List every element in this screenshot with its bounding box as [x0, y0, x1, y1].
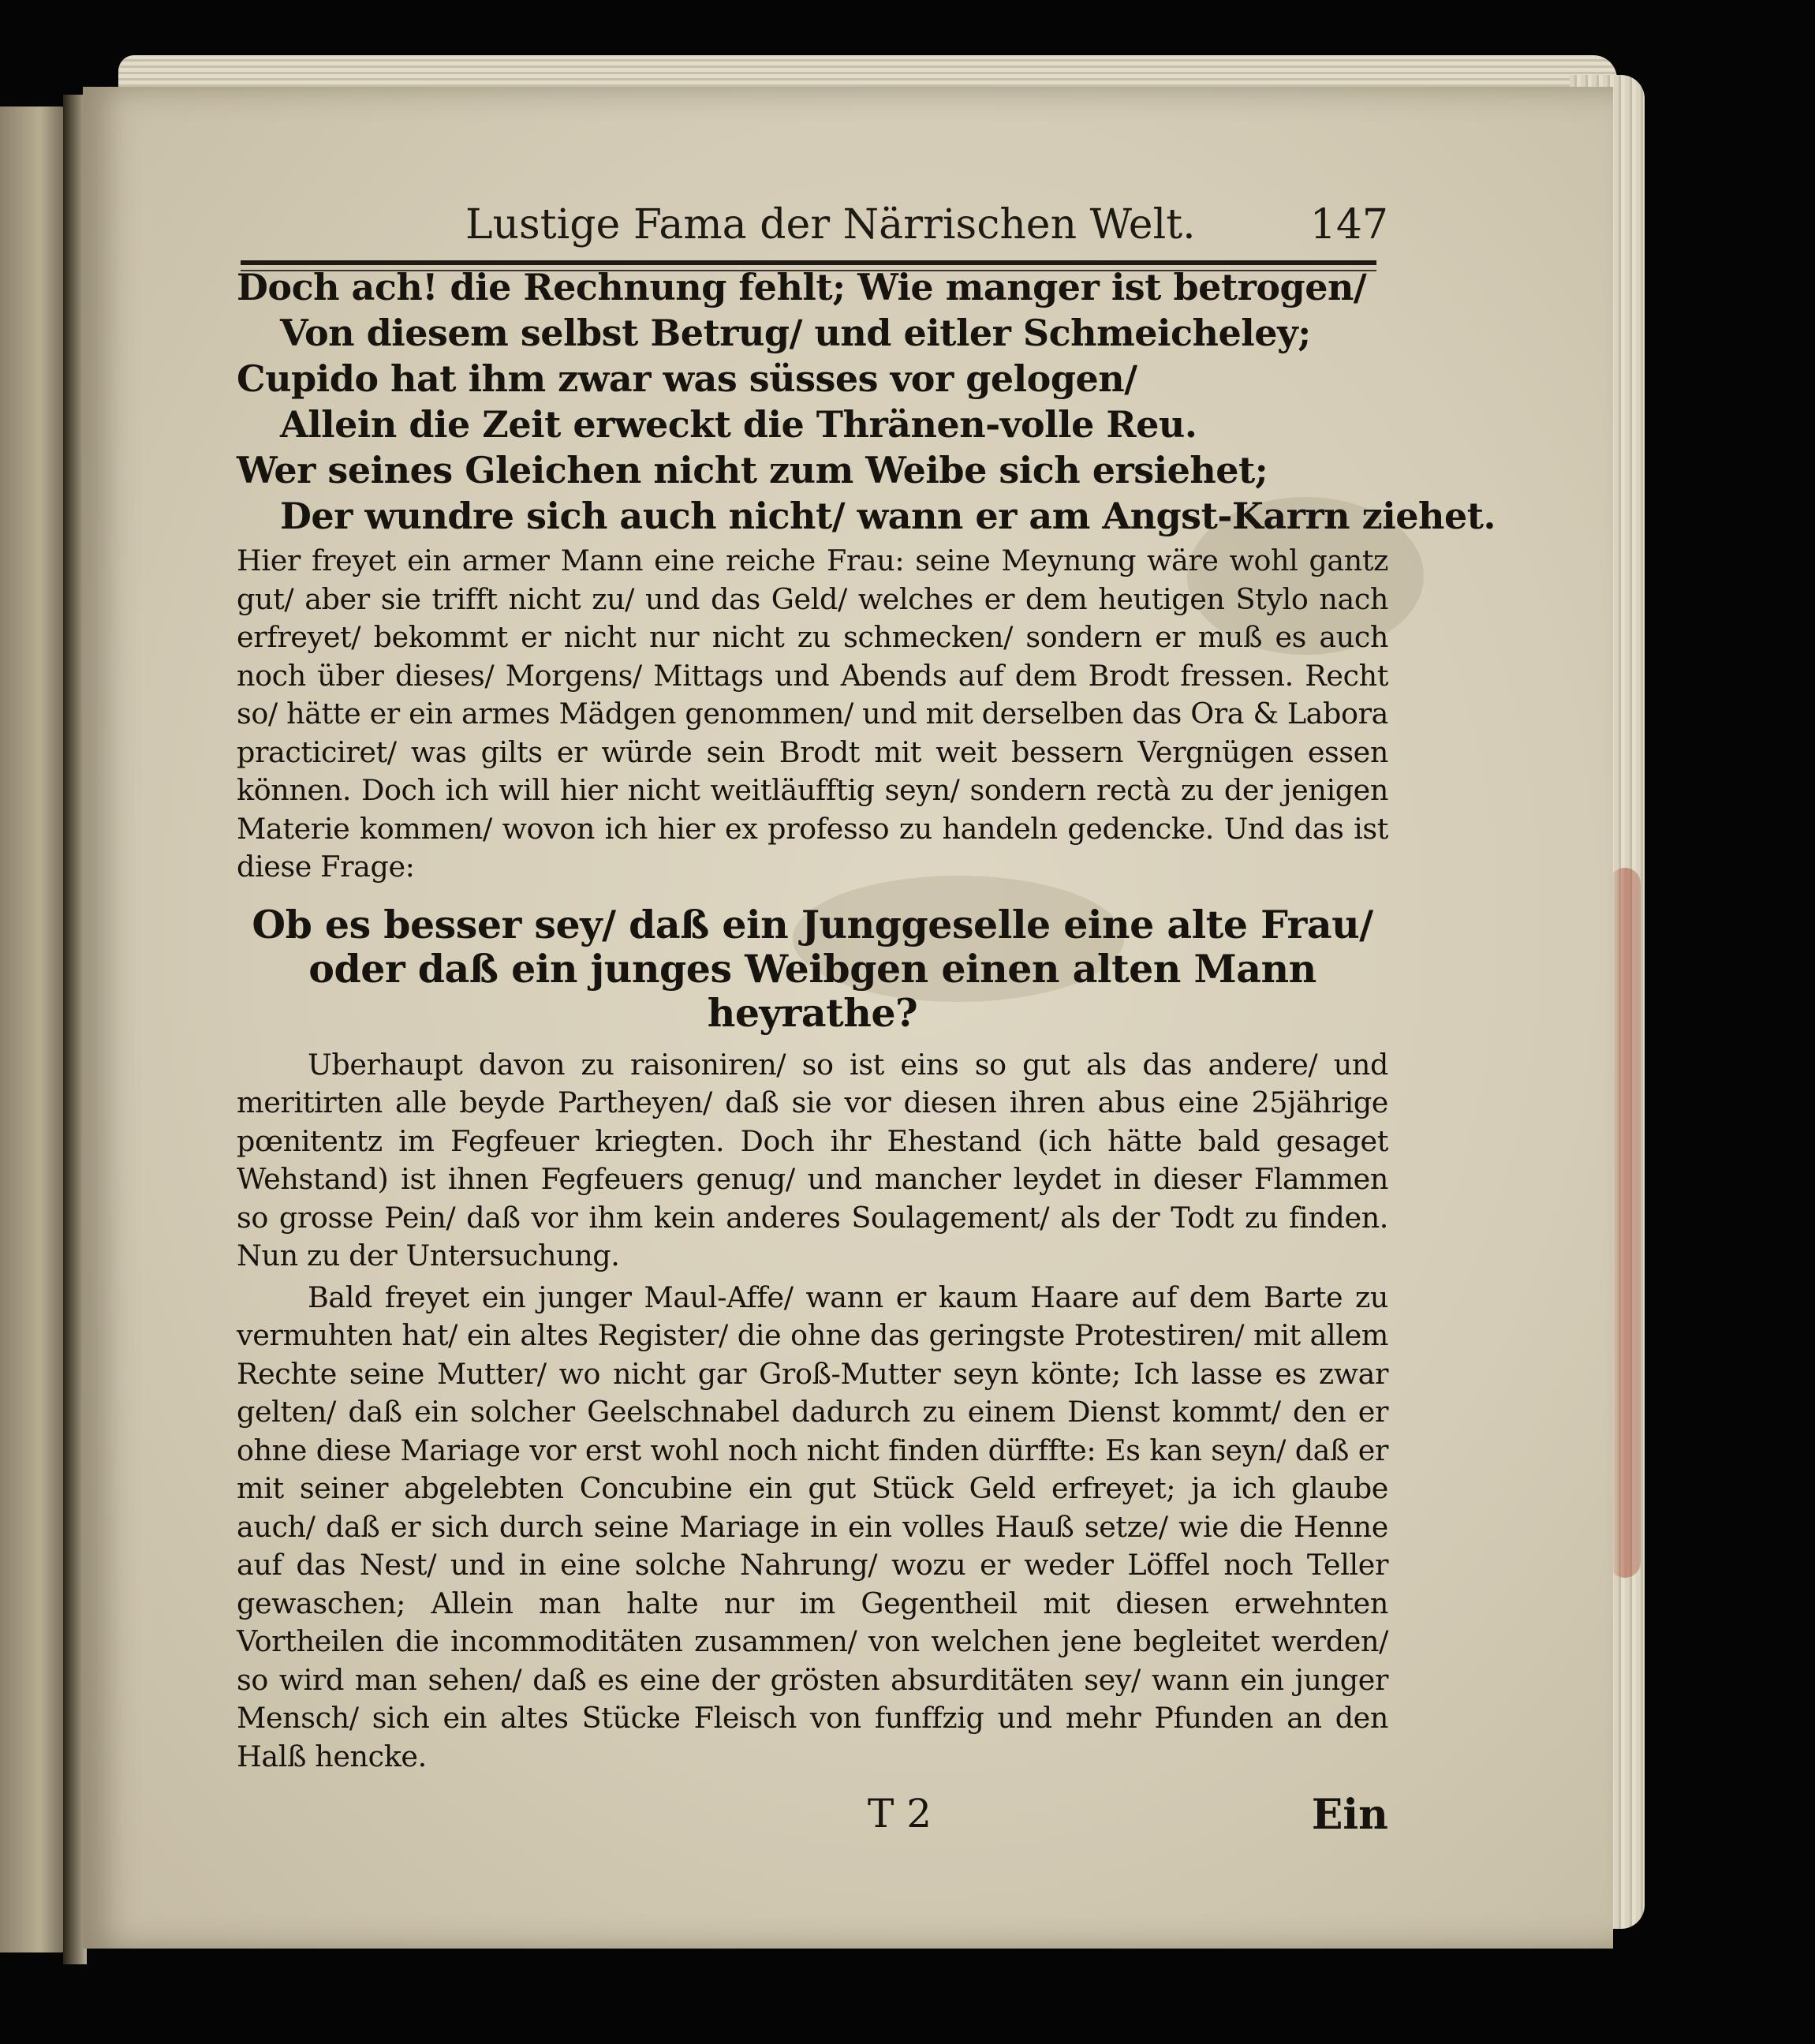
- verse-line: Cupido hat ihm zwar was süsses vor gelogen/: [237, 357, 1137, 400]
- verse-line: Doch ach! die Rechnung fehlt; Wie manger ist betrogen/: [237, 266, 1367, 308]
- page-header: [465, 201, 1388, 256]
- paragraph: Bald freyet ein junger Maul-Affe/ wann er kaum Haare auf dem Barte zu vermuhten hat/ ein altes Register/ die ohne das geringste Protestiren/ mit allem Rechte seine Mutter/ wo nicht gar Groß-Mutter seyn könte; Ich lasse es zwar gelten/ daß ein solcher Geelschnabel dadurch zu einem Dienst kommt/ den er ohne diese Mariage vor erst wohl noch nicht finden dürffte: Es kan seyn/ daß er mit seiner abgelebten Concubine ein gut Stück Geld erfreyet; ja ich glaube auch/ daß er sich durch seine Mariage in ein volles Hauß setze/ wie die Henne auf das Nest/ und in eine solche Nahrung/ wozu er weder Löffel noch Teller gewaschen; Allein man halte nur im Gegentheil mit diesen erwehnten Vortheilen die incommoditäten zusammen/ von welchen jene begleitet werden/ so wird man sehen/ daß es eine der grösten absurditäten sey/ wann ein junger Mensch/ sich ein altes Stücke Fleisch von funffzig und mehr Pfunden an den Halß hencke.: [237, 1280, 1388, 1773]
- heading-line: Ob es besser sey/ daß ein Junggeselle eine alte Frau/: [252, 901, 1373, 947]
- fore-edge-stain: [1609, 868, 1641, 1578]
- page-footer: [237, 1791, 1388, 1846]
- verse-line: Allein die Zeit erweckt die Thränen-volle Reu.: [280, 403, 1197, 446]
- heading-line: oder daß ein junges Weibgen einen alten Mann: [308, 945, 1316, 992]
- verse-line: Der wundre sich auch nicht/ wann er am Angst-Karrn ziehet.: [280, 495, 1496, 537]
- page-number: 147: [1309, 201, 1388, 248]
- verse-line: Von diesem selbst Betrug/ und eitler Schmeicheley;: [280, 312, 1311, 354]
- catchword: Ein: [1311, 1791, 1388, 1839]
- left-page-edge: [0, 106, 67, 1952]
- signature-mark: T 2: [868, 1791, 932, 1837]
- paragraph: Hier freyet ein armer Mann eine reiche Frau: seine Meynung wäre wohl gantz gut/ aber sie trifft nicht zu/ und das Geld/ welches er dem heutigen Stylo nach erfreyet/ bekommt er nicht nur nicht zu schmecken/ sondern er muß es auch noch über dieses/ Morgens/ Mittags und Abends auf dem Brodt fressen. Recht so/ hätte er ein armes Mädgen genommen/ und mit derselben das Ora & Labora practiciret/ was gilts er würde sein Brodt mit weit bessern Vergnügen essen können. Doch ich will hier nicht weitläufftig seyn/ sondern rectà zu der jenigen Materie kommen/ wovon ich hier ex professo zu handeln gedencke. Und das ist diese Frage:: [237, 544, 1388, 884]
- section-heading: [237, 902, 1388, 1035]
- paragraph: Uberhaupt davon zu raisoniren/ so ist eins so gut als das andere/ und meritirten alle beyde Partheyen/ daß sie vor diesen ihren abus eine 25jährige pœnitentz im Fegfeuer kriegten. Doch ihr Ehestand (ich hätte bald gesaget Wehstand) ist ihnen Fegfeuers genug/ und mancher leydet in dieser Flammen so grosse Pein/ daß vor ihm kein anderes Soulagement/ als der Todt zu finden. Nun zu der Untersuchung.: [237, 1047, 1388, 1272]
- heading-line: heyrathe?: [707, 989, 918, 1036]
- running-title: Lustige Fama der Närrischen Welt.: [465, 201, 1196, 248]
- verse-line: Wer seines Gleichen nicht zum Weibe sich ersiehet;: [237, 449, 1268, 491]
- page-body: [237, 264, 1496, 1776]
